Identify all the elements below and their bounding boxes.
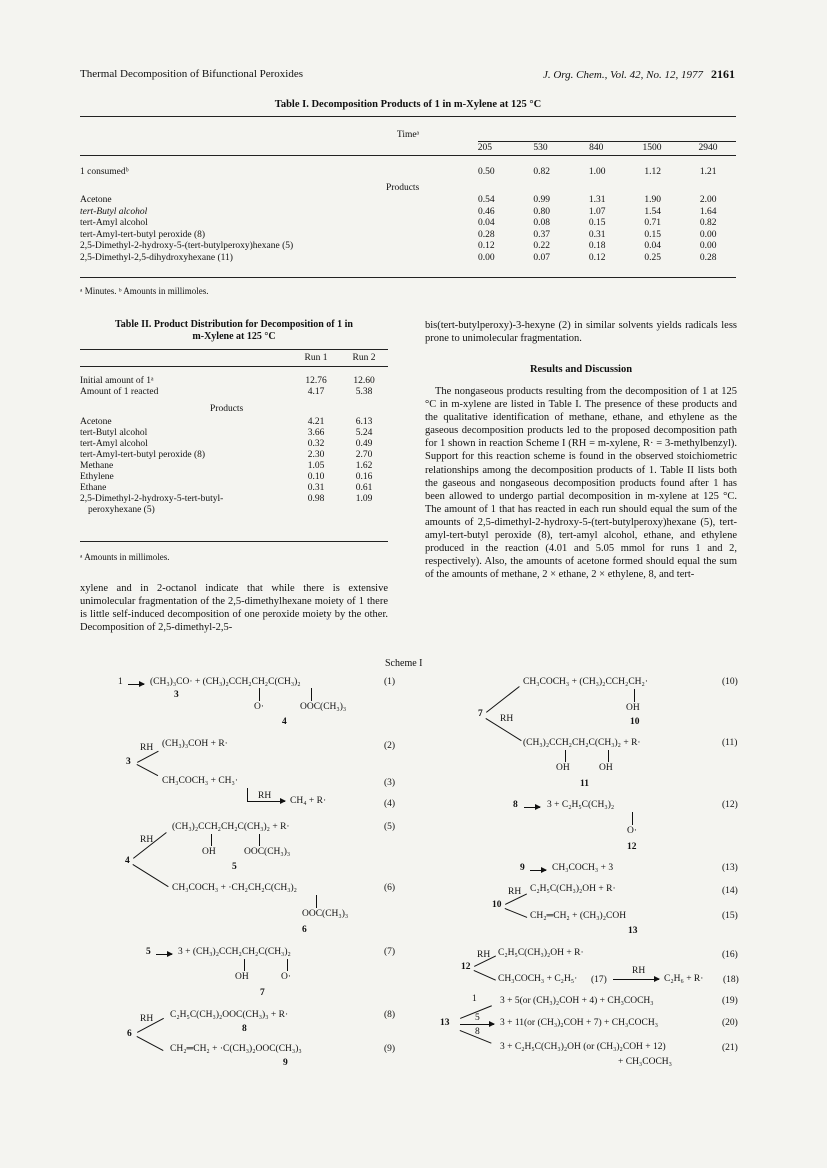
equation-number: (9) — [384, 1044, 396, 1054]
paragraph: The nongaseous products resulting from the decomposition of 1 at 125 °C in m-xylene are listed in Table I. The presence of these products and the qualitative identification of methane, ethane, and ethylene as the gaseous decomposition products led to the proposed decomposition path for 1 shown in reaction Scheme I (RH = m-xylene, R· = 3-methylbenzyl). Support for this reaction scheme is found in the observed stoichiometric relationships among the decomposition products of 1. Table II lists both the gaseous and nongaseous decomposition products found after 1 has been allowed to undergo partial decomposition in m-xylene at 125 °C. The amount of 1 that has reacted in each run should equal the sum of the amounts of 2,5-dimethyl-2-hydroxy-5-(tert-butylperoxy)hexane (5), tert-amyl-tert-butyl peroxide (8), tert-amyl alcohol, ethane, and ethylene produced in the reaction (4.01 and 5.05 mmol for runs 1 and 2, respectively). Also, the amounts of acetone formed should equal the sum of the amounts of methane, 2 × ethane, 2 × ethylene, 8, and tert- — [425, 386, 737, 581]
journal-name: J. Org. Chem., Vol. 42, No. 12, 1977 — [542, 69, 703, 81]
table2-products-label: Products — [210, 404, 244, 414]
equation-number: (3) — [384, 778, 396, 788]
row-label: Ethane — [80, 483, 107, 493]
eq15-products: CH₂═CH₂ + (CH₃)₂COH — [530, 911, 627, 921]
row-label: tert-Amyl alcohol — [80, 218, 148, 228]
table1-title: Table I. Decomposition Products of 1 in m-Xylene at 125 °C — [274, 99, 542, 110]
left-column-text — [80, 582, 388, 634]
branch-line — [486, 686, 520, 713]
table-cell: 3.66 — [307, 428, 325, 438]
table-cell: 0.08 — [533, 218, 551, 228]
table1-products-label: Products — [386, 182, 420, 193]
bond-line — [259, 834, 260, 846]
compound-label: 3 — [174, 690, 179, 700]
table-cell: 1.12 — [644, 167, 662, 177]
table-cell: 1.21 — [699, 167, 717, 177]
eq5-oh: OH — [202, 847, 216, 857]
equation-number: (14) — [722, 886, 738, 896]
equation-number: (5) — [384, 822, 396, 832]
bond-line — [632, 812, 633, 825]
row-label: tert-Amyl-tert-butyl peroxide (8) — [80, 450, 206, 460]
compound-label: 7 — [260, 988, 265, 998]
table-cell: 2.70 — [355, 450, 373, 460]
reaction-arrow — [460, 1024, 494, 1025]
table1-col: 1500 — [642, 142, 662, 153]
table1-header-row — [80, 143, 736, 155]
table-cell: 0.80 — [533, 206, 551, 217]
table-row — [80, 428, 388, 439]
table-cell: 5.24 — [355, 428, 373, 438]
table-cell: 1.07 — [588, 206, 606, 217]
eq21-products-cont: + CH₃COCH₃ — [618, 1057, 672, 1067]
bond-line — [247, 788, 248, 801]
reaction-arrow — [524, 807, 540, 808]
table2 — [80, 319, 388, 562]
table-row — [80, 461, 388, 472]
bond-line — [316, 895, 317, 908]
reaction-arrow — [613, 979, 659, 980]
rh-label: RH — [477, 950, 491, 960]
table-row — [80, 505, 388, 516]
branch-line — [505, 908, 528, 918]
eq1-oxy: O· — [254, 702, 265, 712]
eq1-products: (CH₃)₃CO· + (CH₃)₂CCH₂CH₂C(CH₃)₂ — [150, 677, 301, 687]
table2-col: Run 1 — [304, 353, 328, 363]
eq19-products: 3 + 5(or (CH₃)₂COH + 4) + CH₃COCH₃ — [500, 996, 654, 1006]
eq13-products: CH₃COCH₃ + 3 — [552, 863, 614, 873]
table-cell: 0.04 — [477, 218, 495, 228]
table-cell: 0.98 — [307, 494, 325, 504]
equation-number: (16) — [722, 950, 738, 960]
table-cell: 0.00 — [699, 241, 717, 251]
right-column-text — [425, 385, 737, 581]
table-row — [80, 218, 736, 230]
table-cell: 1.05 — [307, 461, 325, 471]
compound-label: 8 — [513, 800, 518, 810]
row-label: tert-Butyl alcohol — [80, 206, 148, 217]
rh-label: RH — [140, 743, 154, 753]
row-label: 2,5-Dimethyl-2-hydroxy-5-tert-butyl- — [80, 494, 224, 504]
table-cell: 1.31 — [588, 195, 606, 205]
table-cell: 0.15 — [644, 229, 662, 240]
row-label: tert-Amyl-tert-butyl peroxide (8) — [80, 229, 206, 240]
table-cell: 0.00 — [699, 229, 717, 240]
equation-number: (6) — [384, 883, 396, 893]
table-cell: 0.07 — [533, 252, 551, 263]
table1-col: 840 — [589, 142, 604, 153]
rh-label: RH — [258, 791, 272, 801]
bond-line — [565, 750, 566, 762]
table-cell: 0.32 — [307, 439, 325, 449]
table-row — [80, 230, 736, 242]
table-cell: 0.12 — [588, 252, 606, 263]
table-cell: 0.50 — [477, 167, 495, 177]
page-number: 2161 — [711, 67, 735, 81]
eq8-products: C₂H₅C(CH₃)₂OOC(CH₃)₃ + R· — [170, 1010, 289, 1020]
eq1-ooc: OOC(CH₃)₃ — [300, 702, 347, 712]
bond-line — [259, 688, 260, 701]
table-cell: 0.00 — [477, 252, 495, 263]
row-label: 2,5-Dimethyl-2-hydroxy-5-(tert-butylperoxy)hexane (5) — [80, 241, 294, 251]
equation-number: (12) — [722, 800, 738, 810]
table-cell: 0.49 — [355, 439, 373, 449]
eq7-oh: OH — [235, 972, 249, 982]
table-row — [80, 195, 736, 207]
table-cell: 0.16 — [355, 472, 373, 482]
table2-title-line1: Table II. Product Distribution for Decomposition of 1 in — [115, 319, 353, 330]
table-cell: 0.82 — [533, 167, 551, 177]
table1-consumed-label: 1 consumedᵇ — [80, 167, 129, 177]
branch-line — [474, 970, 496, 981]
table-cell: 0.28 — [699, 252, 717, 263]
table-cell: 0.04 — [644, 241, 662, 251]
equation-number: (8) — [384, 1010, 396, 1020]
table-cell: 1.62 — [355, 461, 373, 471]
compound-label: 5 — [146, 947, 151, 957]
eq7-products: 3 + (CH₃)₂CCH₂CH₂C(CH₃)₂ — [178, 947, 291, 957]
equation-number: (18) — [723, 975, 739, 985]
table-row — [80, 472, 388, 483]
reaction-arrow — [530, 870, 546, 871]
eq12-o: O· — [627, 826, 638, 836]
table1-time-rule — [478, 141, 736, 142]
table-cell: 0.99 — [533, 195, 551, 205]
table2-title-line2: m-Xylene at 125 °C — [192, 331, 276, 342]
table-cell: 0.71 — [644, 218, 662, 228]
table-cell: 0.31 — [588, 229, 606, 240]
compound-label: 12 — [461, 962, 471, 972]
row-label: tert-Butyl alcohol — [80, 428, 148, 438]
right-column-intro — [425, 319, 737, 345]
compound-label: 12 — [627, 842, 637, 852]
row-label: Acetone — [80, 195, 112, 205]
table1-col: 205 — [477, 142, 492, 153]
eq11-products: (CH₃)₂CCH₂CH₂C(CH₃)₂ + R· — [523, 738, 641, 748]
table1-footnote: ᵃ Minutes. ᵇ Amounts in millimoles. — [80, 286, 209, 296]
table1-header-rule — [80, 155, 736, 156]
equation-number: (11) — [722, 738, 738, 748]
compound-label: 9 — [520, 863, 525, 873]
equation-number: (4) — [384, 799, 396, 809]
eq20-products: 3 + 11(or (CH₃)₂COH + 7) + CH₃COCH₃ — [500, 1018, 659, 1028]
eq1-reactant: 1 — [118, 677, 123, 687]
table2-bottom-rule — [80, 541, 388, 542]
table-row — [80, 207, 736, 219]
eq2-products: (CH₃)₃COH + R· — [162, 739, 228, 749]
journal-citation — [543, 67, 735, 82]
eq9-products: CH₂═CH₂ + ·C(CH₃)₂OOC(CH₃)₃ — [170, 1044, 302, 1054]
eq5-products: (CH₃)₂CCH₂CH₂C(CH₃)₂ + R· — [172, 822, 290, 832]
reagent-label: 5 — [475, 1013, 480, 1023]
table-row — [80, 483, 388, 494]
table-cell: 0.10 — [307, 472, 325, 482]
compound-label: 6 — [302, 925, 307, 935]
equation-number: (10) — [722, 677, 738, 687]
eq10-products: CH₃COCH₃ + (CH₃)₂CCH₂CH₂· — [523, 677, 648, 687]
running-title: Thermal Decomposition of Bifunctional Peroxides — [80, 68, 304, 80]
row-label: tert-Amyl alcohol — [80, 439, 148, 449]
compound-label: 5 — [232, 862, 237, 872]
rh-label: RH — [632, 966, 646, 976]
eq5-ooc: OOC(CH₃)₃ — [244, 847, 291, 857]
compound-label: 13 — [440, 1018, 450, 1028]
table-cell: 2.00 — [699, 195, 717, 205]
equation-number: (13) — [722, 863, 738, 873]
table-cell: 0.18 — [588, 241, 606, 251]
table-row — [80, 450, 388, 461]
table-cell: 0.46 — [477, 206, 495, 217]
table-cell: 0.82 — [699, 218, 717, 228]
row-label: Amount of 1 reacted — [80, 387, 159, 397]
table-cell: 4.17 — [307, 387, 325, 397]
eq6-ooc: OOC(CH₃)₃ — [302, 909, 349, 919]
table-row — [80, 376, 388, 387]
table-cell: 1.90 — [644, 195, 662, 205]
compound-label: 4 — [282, 717, 287, 727]
table-row — [80, 241, 736, 253]
equation-number: (2) — [384, 741, 396, 751]
table2-footnote: ᵃ Amounts in millimoles. — [80, 552, 170, 562]
row-label: Initial amount of 1ᵃ — [80, 376, 154, 386]
table-cell: 1.09 — [355, 494, 373, 504]
bond-line — [287, 959, 288, 971]
row-label: Acetone — [80, 417, 112, 427]
equation-number: (17) — [591, 975, 607, 985]
eq14-products: C₂H₅C(CH₃)₂OH + R· — [530, 884, 616, 894]
table-cell: 0.15 — [588, 218, 606, 228]
eq7-o: O· — [281, 972, 292, 982]
scheme-title: Scheme I — [385, 658, 423, 669]
compound-label: 3 — [126, 757, 131, 767]
reaction-arrow — [247, 801, 285, 802]
paragraph: bis(tert-butylperoxy)-3-hexyne (2) in similar solvents yields radicals less prone to unimolecular fragmentation. — [425, 320, 737, 345]
row-label: Methane — [80, 461, 114, 471]
bond-line — [311, 688, 312, 701]
compound-label: 11 — [580, 779, 589, 789]
table-cell: 0.25 — [644, 252, 662, 263]
eq6-products: CH₃COCH₃ + ·CH₂CH₂C(CH₃)₂ — [172, 883, 297, 893]
compound-label: 10 — [492, 900, 502, 910]
table-row — [80, 494, 388, 505]
table2-col: Run 2 — [352, 353, 376, 363]
table-cell: 1.64 — [699, 206, 717, 217]
eq4-products: CH₄ + R· — [290, 796, 327, 806]
table-cell: 0.31 — [307, 483, 325, 493]
compound-label: 6 — [127, 1029, 132, 1039]
table2-header-row — [80, 353, 388, 364]
rh-label: RH — [140, 1014, 154, 1024]
table1-col: 2940 — [698, 142, 718, 153]
equation-number: (19) — [722, 996, 738, 1006]
table1-time-header: Timeᵃ — [396, 130, 420, 140]
table1 — [80, 117, 736, 296]
eq11-oh: OH — [556, 763, 570, 773]
table-row — [80, 387, 388, 398]
compound-label: 8 — [242, 1024, 247, 1034]
bond-line — [634, 689, 635, 702]
paragraph: xylene and in 2-octanol indicate that while there is extensive unimolecular fragmentation of the 2,5-dimethylhexane moiety of 1 there is little self-induced decomposition of one peroxide moiety by the other. Decomposition of 2,5-dimethyl-2,5- — [80, 583, 388, 634]
table-row — [80, 439, 388, 450]
table-cell: 1.54 — [644, 206, 662, 217]
table-row — [80, 167, 736, 179]
compound-label: 10 — [630, 717, 640, 727]
table-cell: 0.28 — [477, 229, 495, 240]
table-cell: 0.12 — [477, 241, 495, 251]
table1-col: 530 — [533, 142, 548, 153]
branch-line — [137, 1036, 164, 1051]
compound-label: 13 — [628, 926, 638, 936]
table-cell: 5.38 — [355, 387, 373, 397]
compound-label: 7 — [478, 709, 483, 719]
reaction-arrow — [128, 684, 144, 685]
row-label: peroxyhexane (5) — [88, 505, 155, 515]
bond-line — [244, 959, 245, 971]
eq12-products: 3 + C₂H₅C(CH₃)₂ — [547, 800, 615, 810]
table-cell: 6.13 — [355, 417, 373, 427]
table-cell: 0.54 — [477, 195, 495, 205]
table-cell: 0.61 — [355, 483, 373, 493]
table2-top-rule — [80, 349, 388, 350]
section-title: Results and Discussion — [529, 364, 633, 375]
equation-number: (1) — [384, 677, 396, 687]
table-cell: 0.22 — [533, 241, 551, 251]
table-cell: 4.21 — [307, 417, 325, 427]
bond-line — [608, 750, 609, 762]
equation-number: (20) — [722, 1018, 738, 1028]
bond-line — [211, 834, 212, 846]
rh-label: RH — [140, 835, 154, 845]
branch-line — [132, 864, 168, 887]
branch-line — [137, 764, 159, 776]
table-cell: 12.76 — [305, 376, 327, 386]
reaction-arrow — [156, 954, 172, 955]
rh-label: RH — [508, 887, 522, 897]
equation-number: (15) — [722, 911, 738, 921]
table-cell: 12.60 — [353, 376, 375, 386]
equation-number: (7) — [384, 947, 396, 957]
table-row — [80, 417, 388, 428]
equation-number: (21) — [722, 1043, 738, 1053]
eq17-products: CH₃COCH₃ + C₂H₅· — [498, 974, 578, 984]
eq21-products: 3 + C₂H₅C(CH₃)₂OH (or (CH₃)₂COH + 12) — [500, 1042, 666, 1052]
rh-label: RH — [500, 714, 514, 724]
table-cell: 0.37 — [533, 229, 551, 240]
reagent-label: 8 — [475, 1027, 480, 1037]
table-cell: 1.00 — [588, 167, 606, 177]
compound-label: 9 — [283, 1058, 288, 1068]
row-label: Ethylene — [80, 472, 114, 482]
eq16-products: C₂H₅C(CH₃)₂OH + R· — [498, 948, 584, 958]
reagent-label: 1 — [472, 994, 477, 1004]
row-label: 2,5-Dimethyl-2,5-dihydroxyhexane (11) — [80, 252, 233, 263]
eq3-products: CH₃COCH₃ + CH₃· — [162, 776, 238, 786]
table1-bottom-rule — [80, 277, 736, 278]
eq11-oh: OH — [599, 763, 613, 773]
eq10-oh: OH — [626, 703, 640, 713]
table-row — [80, 253, 736, 265]
table-cell: 2.30 — [307, 450, 325, 460]
eq18-products: C₂H₆ + R· — [664, 974, 704, 984]
compound-label: 4 — [125, 856, 130, 866]
table2-header-rule — [80, 366, 388, 367]
